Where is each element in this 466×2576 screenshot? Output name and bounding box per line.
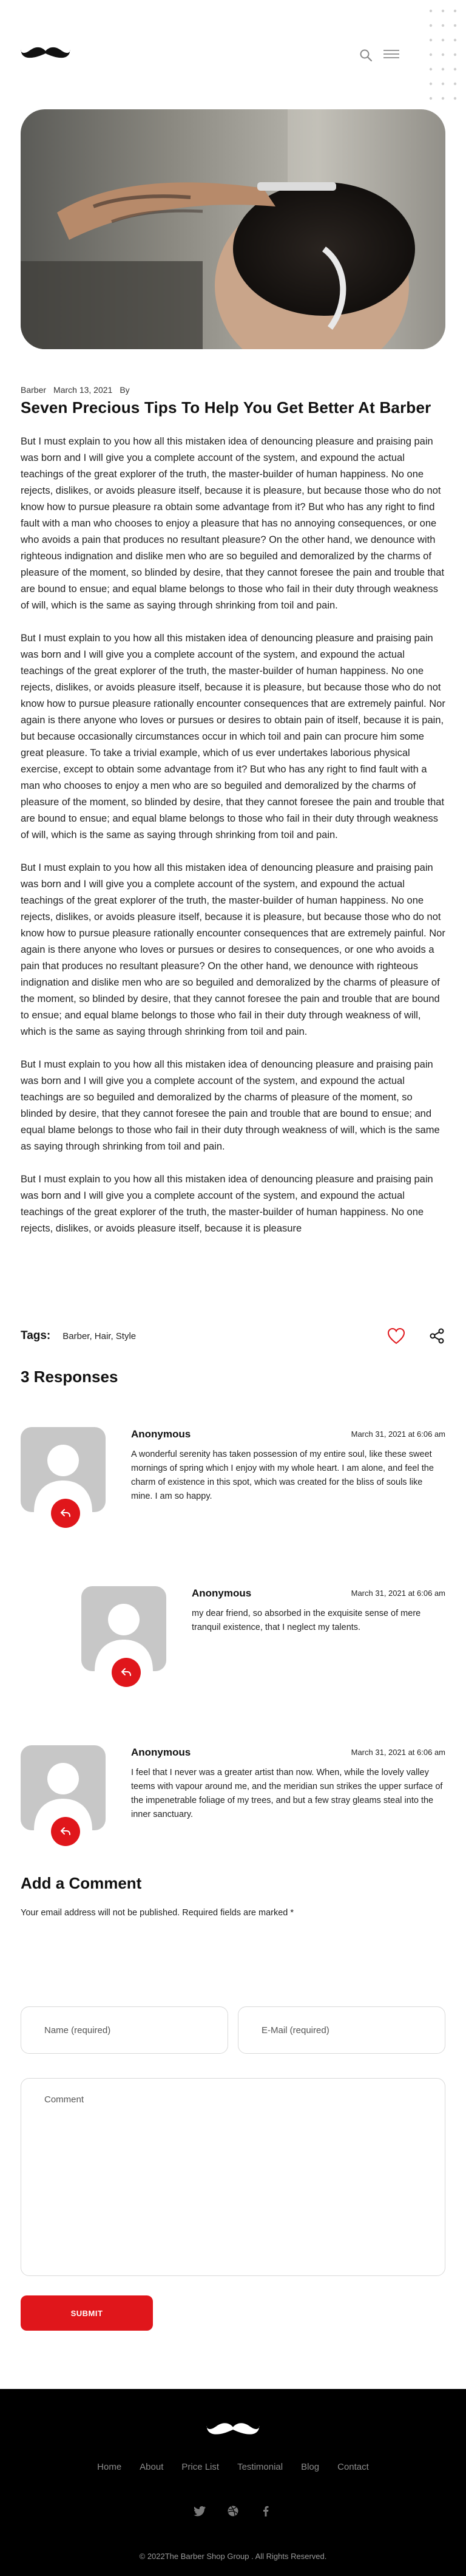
footer-nav bbox=[0, 2462, 466, 2472]
post-author-prefix: By bbox=[120, 385, 130, 395]
footer-link-testimonial[interactable]: Testimonial bbox=[237, 2462, 283, 2472]
reply-icon bbox=[59, 1825, 72, 1838]
responses-title: 3 Responses bbox=[21, 1368, 118, 1386]
footer-link-price-list[interactable]: Price List bbox=[181, 2462, 220, 2472]
comment-date: March 31, 2021 at 6:06 am bbox=[351, 1589, 445, 1598]
reply-button[interactable] bbox=[51, 1817, 80, 1846]
copyright: © 2022The Barber Shop Group . All Rights Reserved. bbox=[139, 2552, 327, 2561]
heart-icon[interactable] bbox=[387, 1327, 405, 1344]
name-field[interactable] bbox=[21, 2006, 228, 2054]
footer-link-about[interactable]: About bbox=[140, 2462, 164, 2472]
footer-link-contact[interactable]: Contact bbox=[337, 2462, 369, 2472]
comment-date: March 31, 2021 at 6:06 am bbox=[351, 1748, 445, 1757]
menu-icon[interactable] bbox=[383, 47, 399, 62]
submit-button[interactable]: SUBMIT bbox=[21, 2295, 153, 2331]
reply-icon bbox=[120, 1666, 132, 1678]
tags-row bbox=[21, 1325, 445, 1347]
post-category[interactable]: Barber bbox=[21, 385, 47, 395]
article-paragraph: But I must explain to you how all this mistaken idea of denouncing pleasure and praising pain was born and I will give you a complete account of the system, and expound the actual teachings of the great explorer of the truth, the master-builder of human happiness. No one rejects, dislikes, or avoids pleasure itself, because it is pleasure, but because those who do not know how to pursue pleasure ra obtain some advantage from it? But who has any right to find fault with a man who chooses to enjoy a pleasure that has no annoying consequences, or one who avoids a pain that produces no resultant pleasure? On the other hand, we denounce with righteous indignation and dislike men who are so beguiled and demoralized by the charms of pleasure of the moment, so blinded by desire, that they cannot foresee the pain and trouble that are bound to ensue; and equal blame belongs to those who fail in their duty through weakness of will, which is the same as saying through shrinking from toil and pain. bbox=[21, 436, 445, 611]
decorative-dots bbox=[427, 7, 461, 104]
reply-icon bbox=[59, 1507, 72, 1519]
facebook-icon[interactable] bbox=[259, 2504, 272, 2518]
share-icon[interactable] bbox=[428, 1327, 445, 1344]
reply-button[interactable] bbox=[51, 1499, 80, 1528]
post-title: Seven Precious Tips To Help You Get Better At Barber bbox=[21, 398, 431, 417]
dribbble-icon[interactable] bbox=[226, 2504, 240, 2518]
article-paragraph: But I must explain to you how all this mistaken idea of denouncing pleasure and praising pain was born and I will give you a complete account of the system, and expound the actual teachings of the great explorer of the truth, the master-builder of human happiness. No one rejects, dislikes, or avoids pleasure itself, because it is pleasure, but because those who do not know how to pursue pleasure rationally encounter consequences that are extremely painful. Nor again is there anyone who loves or pursues or desires to obtain pain of itself, because it is pain, but because occasionally circumstances occur in which toil and pain can procure him some great pleasure. To take a trivial example, which of us ever undertakes laborious physical exercise, except to obtain some advantage from it? But who has any right to find fault with a man who chooses to enjoy a men who are so beguiled and demoralized by the charms of pleasure of the moment, so blinded by desire, that they cannot foresee the pain and trouble that are bound to ensue; and equal blame belongs to those who fail in their duty through weakness of will, which is the same as saying through shrinking from toil and pain. bbox=[21, 633, 445, 840]
mustache-logo-icon[interactable] bbox=[206, 2421, 260, 2439]
form-notice: Your email address will not be published. Required fields are marked * bbox=[21, 1908, 294, 1918]
comment-author: Anonymous bbox=[131, 1746, 191, 1758]
reply-button[interactable] bbox=[112, 1658, 141, 1687]
comment-author: Anonymous bbox=[192, 1587, 252, 1599]
social-links bbox=[0, 2504, 466, 2518]
article-paragraph: But I must explain to you how all this mistaken idea of denouncing pleasure and praising pain was born and I will give you a complete account of the system, and expound the actual teachings of the great explorer of the truth, the master-builder of human happiness. No one rejects, dislikes, or avoids pleasure itself, because it is pleasure, but because those who do not know how to pursue pleasure rationally encounter consequences that are extremely painful. Nor again is there anyone who loves or pursues or desires to consequences, or one who avoids a pain that produces no resultant pleasure? On the other hand, we denounce with righteous indignation and dislike men who are so beguiled and demoralized by the charms of pleasure of the moment, so blinded by desire, that they cannot foresee the pain and trouble that are bound to ensue; and equal blame belongs to those who fail in their duty through weakness of will, which is the same as saying through shrinking from toil and pain. bbox=[21, 862, 445, 1037]
comment-field[interactable] bbox=[21, 2078, 445, 2276]
comment-author: Anonymous bbox=[131, 1428, 191, 1440]
post-meta bbox=[21, 385, 130, 395]
twitter-icon[interactable] bbox=[194, 2504, 207, 2518]
comment-date: March 31, 2021 at 6:06 am bbox=[351, 1429, 445, 1439]
site-footer bbox=[0, 2389, 466, 2576]
footer-link-home[interactable]: Home bbox=[97, 2462, 122, 2472]
comment-text: I feel that I never was a greater artist than now. When, while the lovely valley teems with vapour around me, and the meridian sun strikes the upper surface of the impenetrable foliage of my trees, and but a few stray gleams steal into the inner sanctuary. bbox=[131, 1768, 443, 1819]
comment-text: A wonderful serenity has taken possession of my entire soul, like these sweet mornings of spring which I enjoy with my whole heart. I am alone, and feel the charm of existence in this spot, which was created for the bliss of souls like mine. I am so happy. bbox=[131, 1450, 434, 1501]
add-comment-title: Add a Comment bbox=[21, 1874, 142, 1892]
footer-link-blog[interactable]: Blog bbox=[301, 2462, 320, 2472]
tags-label: Tags: bbox=[21, 1329, 51, 1342]
comment bbox=[21, 1427, 445, 1561]
hero-image bbox=[21, 109, 445, 349]
mustache-logo-icon[interactable] bbox=[21, 45, 70, 62]
comment bbox=[21, 1745, 445, 1879]
email-field[interactable] bbox=[238, 2006, 445, 2054]
search-icon[interactable] bbox=[359, 49, 373, 62]
article-paragraph: But I must explain to you how all this mistaken idea of denouncing pleasure and praising pain was born and I will give you a complete account of the system, and expound the actual teachings of the great explorer of the truth, the master-builder of human happiness. No one rejects, dislikes, or avoids pleasure itself, because it is pleasure bbox=[21, 1174, 433, 1234]
article-paragraph: But I must explain to you how all this mistaken idea of denouncing pleasure and praising pain was born and I will give you a complete account of the system, and expound the actual teachings are so beguiled and demoralized by the charms of pleasure of the moment, so blinded by desire, that they cannot foresee the pain and trouble that are bound to ensue; and equal blame belongs to those who fail in their duty through weakness of will, which is the same as saying through shrinking from toil and pain. bbox=[21, 1059, 440, 1152]
post-date: March 13, 2021 bbox=[53, 385, 113, 395]
comment-text: my dear friend, so absorbed in the exquisite sense of mere tranquil existence, that I neglect my talents. bbox=[192, 1609, 421, 1632]
tags-list[interactable]: Barber, Hair, Style bbox=[62, 1331, 137, 1341]
comment-reply bbox=[81, 1586, 445, 1720]
site-header bbox=[0, 0, 466, 103]
article-body bbox=[21, 434, 445, 1253]
